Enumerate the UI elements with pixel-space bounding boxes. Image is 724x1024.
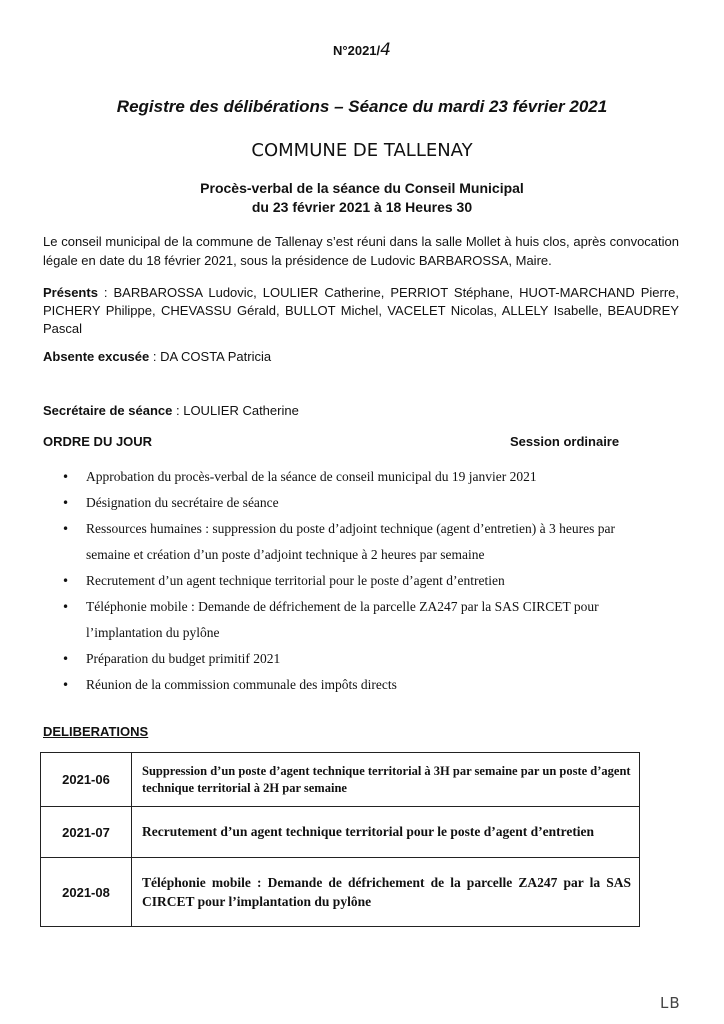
document-number-handwritten: 4 [380, 40, 391, 60]
agenda-title: ORDRE DU JOUR [43, 434, 153, 449]
deliberations-table [40, 752, 640, 927]
deliberations-title: DELIBERATIONS [43, 724, 149, 739]
pv-title-line1: Procès-verbal de la séance du Conseil Municipal [200, 180, 524, 196]
agenda-item: • Désignation du secrétaire de séance [62, 490, 662, 516]
secretaire-label: Secrétaire de séance [43, 403, 173, 418]
absente-line [43, 349, 271, 364]
agenda-item: • Ressources humaines : suppression du poste d’adjoint technique (agent d’entretien) à 3 heures par semaine et création d’un poste d’adjoint technique à 2 heures par semaine [62, 516, 662, 568]
handwritten-initials: LB [660, 994, 681, 1012]
commune-name: COMMUNE DE TALLENAY [251, 140, 473, 161]
document-number-prefix: N°2021/ [333, 43, 381, 58]
deliberation-code: 2021-08 [41, 858, 132, 927]
presents-label: Présents [43, 285, 98, 300]
secretaire-line [43, 403, 299, 418]
absente-label: Absente excusée [43, 349, 150, 364]
table-row [41, 807, 640, 858]
table-row [41, 753, 640, 807]
pv-title-line2: du 23 février 2021 à 18 Heures 30 [251, 199, 473, 215]
agenda-item: • Approbation du procès-verbal de la séance de conseil municipal du 19 janvier 2021 [62, 464, 662, 490]
presents-paragraph [43, 284, 679, 338]
document-number [0, 40, 724, 60]
agenda-session: Session ordinaire [510, 434, 620, 449]
agenda-list [62, 464, 662, 698]
absente-name: : DA COSTA Patricia [149, 349, 272, 364]
presents-list: : BARBAROSSA Ludovic, LOULIER Catherine, PERRIOT Stéphane, HUOT-MARCHAND Pierre, PICHERY Philippe, CHEVASSU Gérald, BULLOT Michel, VACELET Nicolas, ALLELY Isabelle, BEAUDREY Pascal [43, 285, 679, 336]
deliberation-code: 2021-06 [41, 753, 132, 807]
agenda-item: • Téléphonie mobile : Demande de défrichement de la parcelle ZA247 par la SAS CIRCET pour l’implantation du pylône [62, 594, 662, 646]
intro-paragraph: Le conseil municipal de la commune de Tallenay s’est réuni dans la salle Mollet à huis clos, après convocation légale en date du 18 février 2021, sous la présidence de Ludovic BARBAROSSA, Maire. [43, 234, 679, 268]
registre-title: Registre des délibérations – Séance du mardi 23 février 2021 [116, 97, 608, 116]
deliberation-label: Recrutement d’un agent technique territorial pour le poste d’agent d’entretien [132, 807, 640, 858]
secretaire-name: : LOULIER Catherine [172, 403, 299, 418]
deliberation-label: Suppression d’un poste d’agent technique territorial à 3H par semaine par un poste d’agent technique territorial à 2H par semaine [132, 753, 640, 807]
table-row [41, 858, 640, 927]
agenda-item: • Réunion de la commission communale des impôts directs [62, 672, 662, 698]
deliberation-label: Téléphonie mobile : Demande de défrichement de la parcelle ZA247 par la SAS CIRCET pour l’implantation du pylône [132, 858, 640, 927]
agenda-item: • Préparation du budget primitif 2021 [62, 646, 662, 672]
agenda-item: • Recrutement d’un agent technique territorial pour le poste d’agent d’entretien [62, 568, 662, 594]
deliberation-code: 2021-07 [41, 807, 132, 858]
